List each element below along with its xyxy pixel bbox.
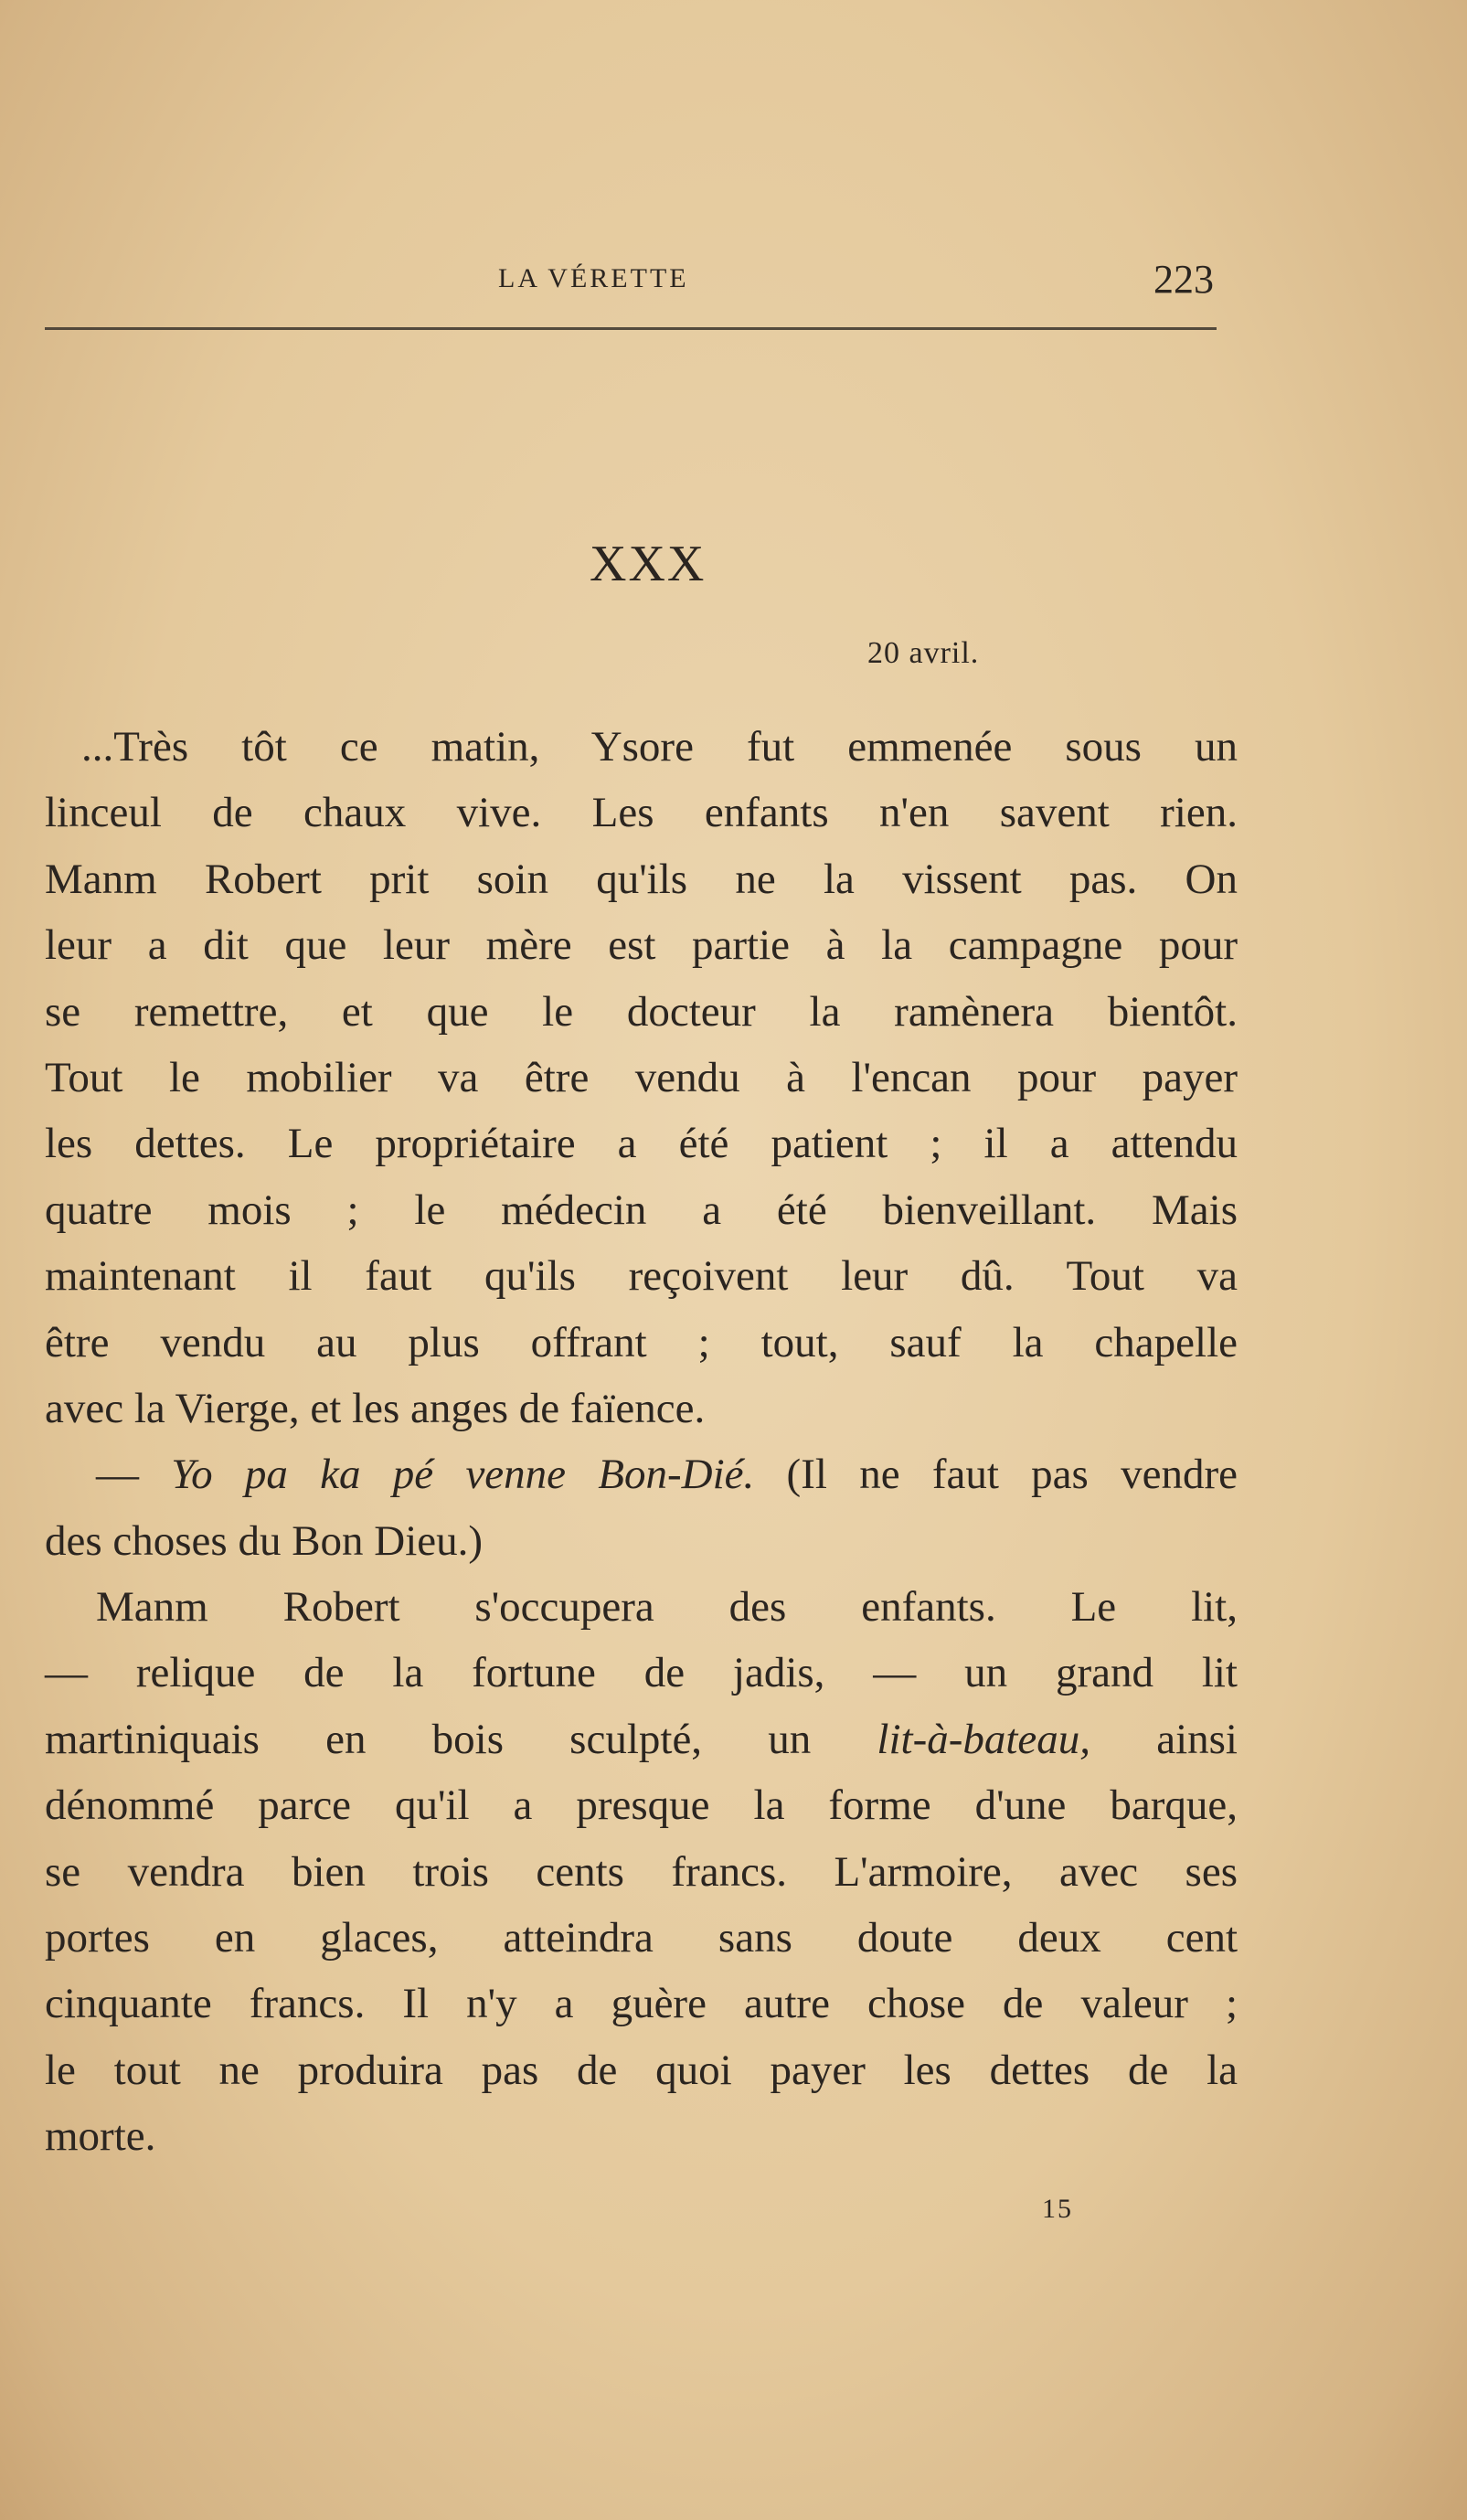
text-line (45, 1707, 1238, 1772)
text-line: dénommé parce qu'il a presque la forme d'une barque, (45, 1781, 1238, 1830)
text-segment: ainsi (1090, 1715, 1238, 1763)
text-line: les dettes. Le propriétaire a été patient ; il a attendu (45, 1120, 1238, 1168)
text-line: portes en glaces, atteindra sans doute deux cent (45, 1914, 1238, 1962)
text-line: être vendu au plus offrant ; tout, sauf la chapelle (45, 1318, 1238, 1366)
text-segment: — (96, 1451, 172, 1499)
text-line: des choses du Bon Dieu.) (45, 1516, 484, 1565)
text-line: se vendra bien trois cents francs. L'armoire, avec ses (45, 1847, 1238, 1896)
text-segment: martiniquais en bois sculpté, un (45, 1715, 877, 1763)
signature-mark: 15 (1042, 2194, 1073, 2224)
chapter-heading: XXX (590, 536, 707, 592)
entry-date: 20 avril. (867, 636, 980, 670)
body-text (45, 714, 1238, 2170)
text-line: se remettre, et que le docteur la ramènera bientôt. (45, 987, 1238, 1036)
header-rule (45, 327, 1217, 330)
running-title: LA VÉRETTE (498, 263, 689, 293)
text-line: leur a dit que leur mère est partie à la campagne pour (45, 921, 1238, 970)
text-line (45, 1441, 1238, 1507)
text-line: avec la Vierge, et les anges de faïence. (45, 1384, 706, 1432)
text-line: ...Très tôt ce matin, Ysore fut emmenée sous un (81, 723, 1238, 771)
text-line: maintenant il faut qu'ils reçoivent leur dû. Tout va (45, 1252, 1238, 1301)
text-segment: (Il ne faut pas vendre (754, 1451, 1238, 1499)
text-line: cinquante francs. Il n'y a guère autre chose de valeur ; (45, 1980, 1238, 2028)
text-line: morte. (45, 2112, 156, 2161)
text-line: quatre mois ; le médecin a été bienveillant. Mais (45, 1186, 1238, 1234)
text-line: linceul de chaux vive. Les enfants n'en savent rien. (45, 789, 1238, 837)
text-line: Manm Robert s'occupera des enfants. Le lit, (96, 1583, 1238, 1632)
text-line: Tout le mobilier va être vendu à l'encan pour payer (45, 1053, 1238, 1101)
text-line: le tout ne produira pas de quoi payer les dettes de la (45, 2046, 1238, 2094)
page-number: 223 (1153, 257, 1214, 302)
italic-term: lit-à-bateau, (877, 1715, 1091, 1763)
text-line: Manm Robert prit soin qu'ils ne la vissent pas. On (45, 855, 1238, 903)
italic-creole-phrase: Yo pa ka pé venne Bon-Dié. (171, 1451, 755, 1499)
text-line: — relique de la fortune de jadis, — un grand lit (45, 1649, 1238, 1697)
